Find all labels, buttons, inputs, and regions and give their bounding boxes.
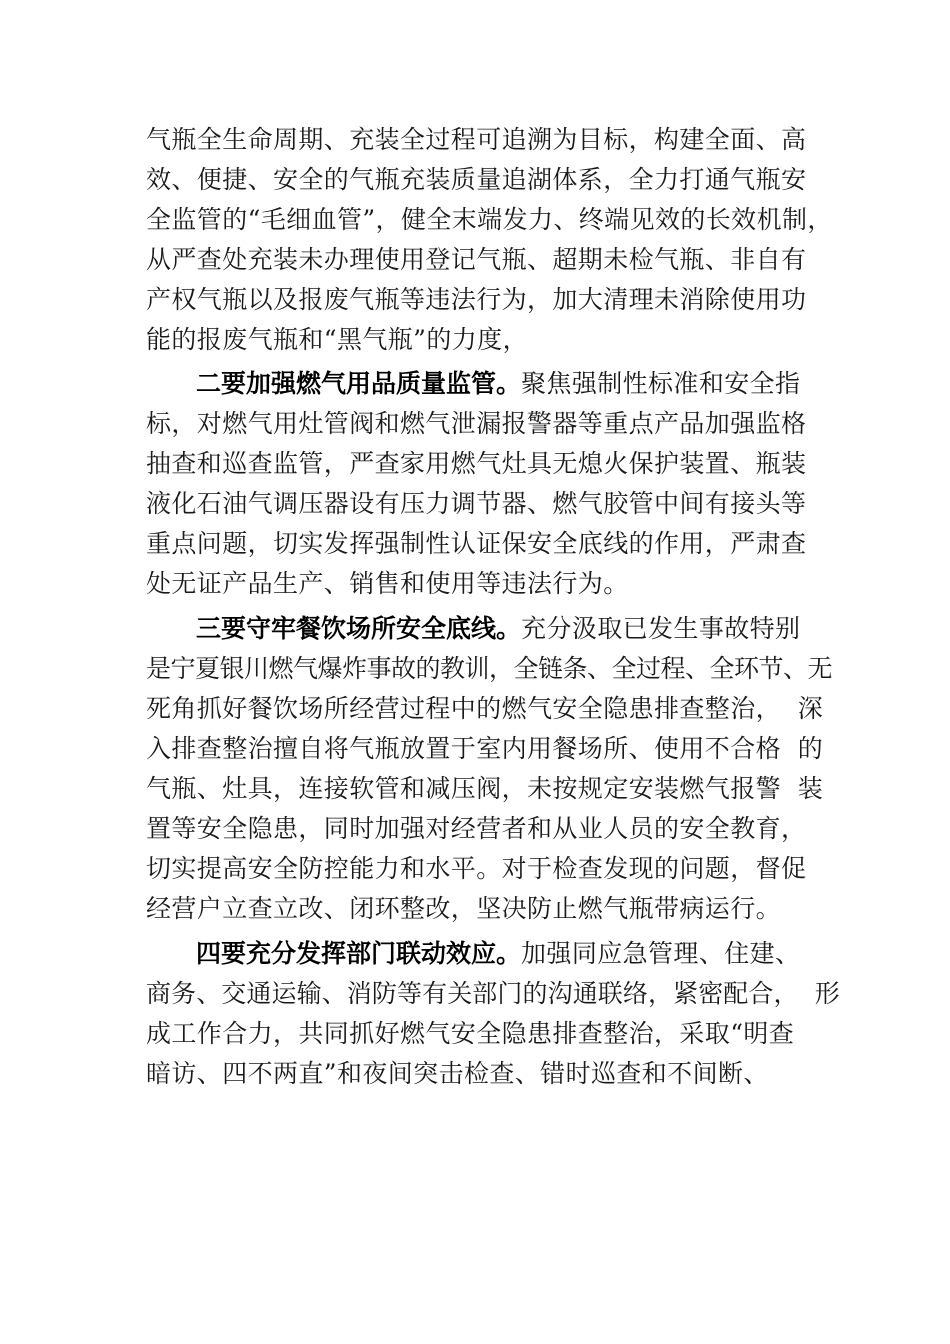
paragraph-line: 气瓶全生命周期、充装全过程可追溯为目标，构建全面、高 bbox=[146, 125, 807, 154]
paragraph-line: 入排查整治擅自将气瓶放置于室内用餐场所、使用不合格 的 bbox=[146, 734, 824, 763]
paragraph-line: 产权气瓶以及报废气瓶等违法行为，加大清理未消除使用功 bbox=[146, 285, 807, 314]
paragraph-line: 从严查处充装未办理使用登记气瓶、超期未检气瓶、非自有 bbox=[146, 245, 807, 274]
paragraph-line: 死角抓好餐饮场所经营过程中的燃气安全隐患排查整治， 深 bbox=[146, 694, 824, 723]
paragraph-line: 暗访、四不两直”和夜间突击检查、错时巡查和不间断、 bbox=[146, 1059, 769, 1088]
paragraph-line: 气瓶、灶具，连接软管和减压阀，未按规定安装燃气报警 装 bbox=[146, 774, 824, 803]
paragraph-line: 标，对燃气用灶管阀和燃气泄漏报警器等重点产品加强监格 bbox=[146, 409, 807, 438]
paragraph-line: 液化石油气调压器设有压力调节器、燃气胶管中间有接头等 bbox=[146, 489, 807, 518]
paragraph-line: 切实提高安全防控能力和水平。对于检查发现的问题，督促 bbox=[146, 854, 807, 883]
paragraph-line: 抽查和巡查监管，严查家用燃气灶具无熄火保护装置、瓶装 bbox=[146, 449, 807, 478]
section-heading: 三要守牢餐饮场所安全底线。 bbox=[196, 614, 522, 643]
paragraph-line: 全监管的“毛细血管”，健全末端发力、终端见效的长效机制， bbox=[146, 205, 833, 234]
paragraph-text: 充分汲取已发生事故特别 bbox=[521, 614, 801, 643]
paragraph-line: 经营户立查立改、闭环整改，坚决防止燃气瓶带病运行。 bbox=[146, 894, 782, 923]
paragraph-line: 商务、交通运输、消防等有关部门的沟通联络，紧密配合， 形 bbox=[146, 979, 840, 1008]
paragraph-line: 效、便捷、安全的气瓶充装质量追湖体系，全力打通气瓶安 bbox=[146, 165, 807, 194]
section-heading: 四要充分发挥部门联动效应。 bbox=[196, 939, 522, 968]
paragraph-line: 处无证产品生产、销售和使用等违法行为。 bbox=[146, 569, 629, 598]
paragraph-first-line bbox=[196, 936, 800, 972]
paragraph-line: 重点问题，切实发挥强制性认证保安全底线的作用，严肃查 bbox=[146, 529, 807, 558]
paragraph-line: 是宁夏银川燃气爆炸事故的教训，全链条、全过程、全环节、无 bbox=[146, 654, 833, 683]
paragraph-line: 置等安全隐患，同时加强对经营者和从业人员的安全教育， bbox=[146, 814, 807, 843]
paragraph-line: 成工作合力，共同抓好燃气安全隐患排查整治，采取“明查 bbox=[146, 1019, 795, 1048]
paragraph-text: 聚焦强制性标准和安全指 bbox=[521, 369, 801, 398]
paragraph-first-line bbox=[196, 611, 800, 647]
paragraph-text: 加强同应急管理、住建、 bbox=[521, 939, 801, 968]
section-heading: 二要加强燃气用品质量监管。 bbox=[196, 369, 522, 398]
paragraph-line: 能的报废气瓶和“黑气瓶”的力度， bbox=[146, 325, 528, 354]
paragraph-first-line bbox=[196, 366, 800, 402]
